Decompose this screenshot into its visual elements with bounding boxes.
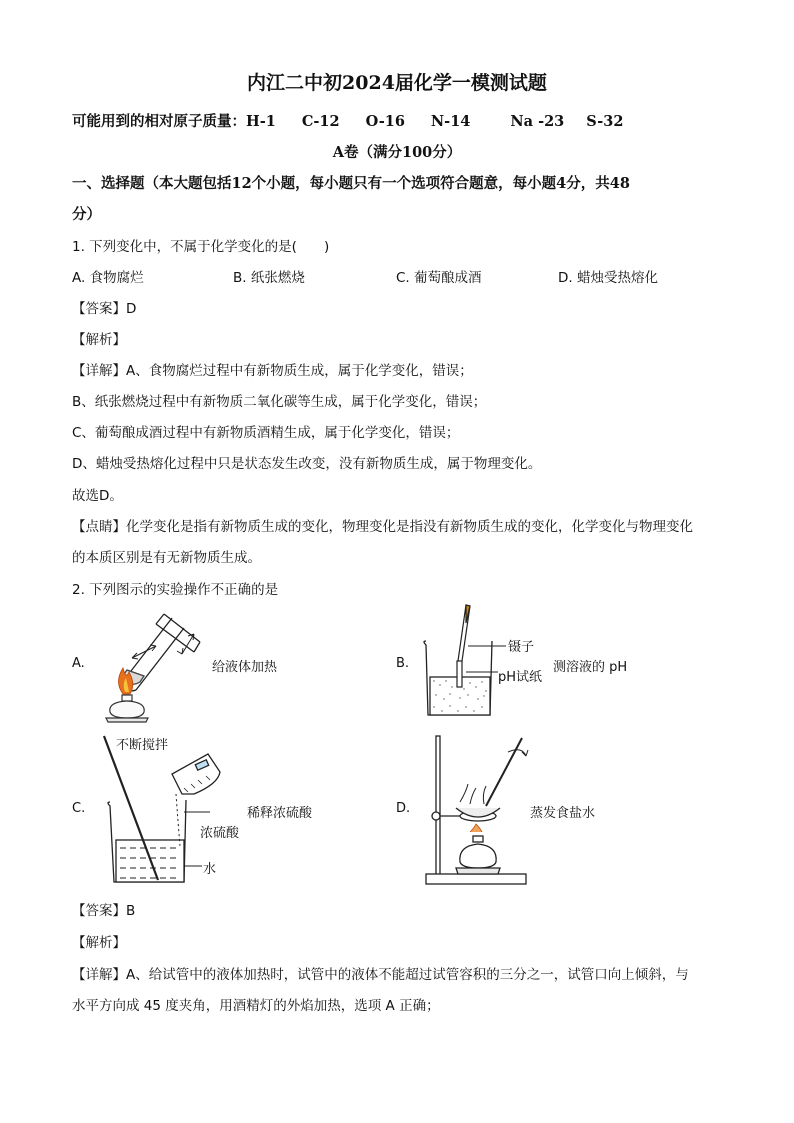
fig-b-caption: 测溶液的 pH	[553, 660, 628, 675]
q2-detail: 【详解】A、给试管中的液体加热时，试管中的液体不能超过试管容积的三分之一，试管口向上倾斜，与	[72, 967, 689, 983]
q2-answer: 【答案】B	[72, 903, 136, 919]
q2-analysis: 【解析】	[72, 935, 126, 951]
q1-detail-d: D、蜡烛受热熔化过程中只是状态发生改变，没有新物质生成，属于物理变化。	[72, 456, 542, 472]
q1-detail-b: B、纸张燃烧过程中有新物质二氧化碳等生成，属于化学变化，错误；	[72, 394, 487, 410]
atomic-mass-c: C-12	[301, 113, 340, 130]
dilute-acid-figure	[96, 732, 256, 888]
fig-d-letter: D.	[396, 801, 411, 816]
q2-stem: 2. 下列图示的实验操作不正确的是	[72, 582, 279, 598]
q1-option-b: B. 纸张燃烧	[233, 270, 305, 286]
atomic-mass-s: S-32	[586, 113, 624, 130]
atomic-masses-label: 可能用到的相对原子质量：	[72, 113, 246, 130]
fig-b-paper-label: pH试纸	[498, 670, 543, 685]
q1-option-a: A. 食物腐烂	[72, 270, 144, 286]
fig-c-water-label: 水	[203, 862, 217, 877]
fig-b-letter: B.	[396, 656, 410, 671]
q1-conclusion: 故选D。	[72, 488, 123, 504]
paper-a-heading: A卷（满分100分）	[332, 144, 462, 161]
fig-d-caption: 蒸发食盐水	[530, 806, 596, 821]
fig-c-acid-label: 浓硫酸	[200, 826, 240, 841]
q1-stem: 1. 下列变化中，不属于化学变化的是( )	[72, 239, 330, 255]
fig-c-stir-label: 不断搅拌	[116, 738, 169, 753]
atomic-mass-n: N-14	[430, 113, 471, 130]
q1-option-d: D. 蜡烛受热熔化	[558, 270, 658, 286]
q2-detail-cont: 水平方向成 45 度夹角，用酒精灯的外焰加热，选项 A 正确；	[72, 998, 440, 1014]
page-title: 内江二中初2024届化学一模测试题	[247, 72, 547, 94]
atomic-mass-na: Na -23	[510, 113, 565, 130]
fig-c-caption: 稀释浓硫酸	[247, 806, 313, 821]
section-heading-cont: 分）	[72, 206, 101, 223]
q1-comment-cont: 的本质区别是有无新物质生成。	[72, 550, 261, 566]
section-heading: 一、选择题（本大题包括12个小题，每小题只有一个选项符合题意，每小题4分，共48	[72, 175, 630, 192]
evaporation-figure	[420, 732, 530, 888]
atomic-masses	[72, 110, 637, 131]
q1-analysis: 【解析】	[72, 332, 126, 348]
q1-detail-c: C、葡萄酿成酒过程中有新物质酒精生成，属于化学变化，错误；	[72, 425, 460, 441]
fig-c-letter: C.	[72, 801, 86, 816]
q1-option-c: C. 葡萄酿成酒	[396, 270, 482, 286]
q1-answer: 【答案】D	[72, 301, 137, 317]
q1-comment: 【点睛】化学变化是指有新物质生成的变化，物理变化是指没有新物质生成的变化，化学变化与物理变化	[72, 519, 693, 535]
fig-b-tweezers-label: 镊子	[508, 640, 535, 655]
q1-detail-a: 【详解】A、食物腐烂过程中有新物质生成，属于化学变化，错误；	[72, 363, 473, 379]
fig-a-caption: 给液体加热	[212, 660, 278, 675]
fig-a-letter: A.	[72, 656, 85, 671]
fig-c-leader-lines	[184, 810, 214, 870]
fig-b-leader-lines	[466, 640, 516, 680]
atomic-mass-o: O-16	[365, 113, 405, 130]
heating-liquid-figure	[96, 600, 216, 725]
atomic-mass-h: H-1	[246, 113, 276, 130]
